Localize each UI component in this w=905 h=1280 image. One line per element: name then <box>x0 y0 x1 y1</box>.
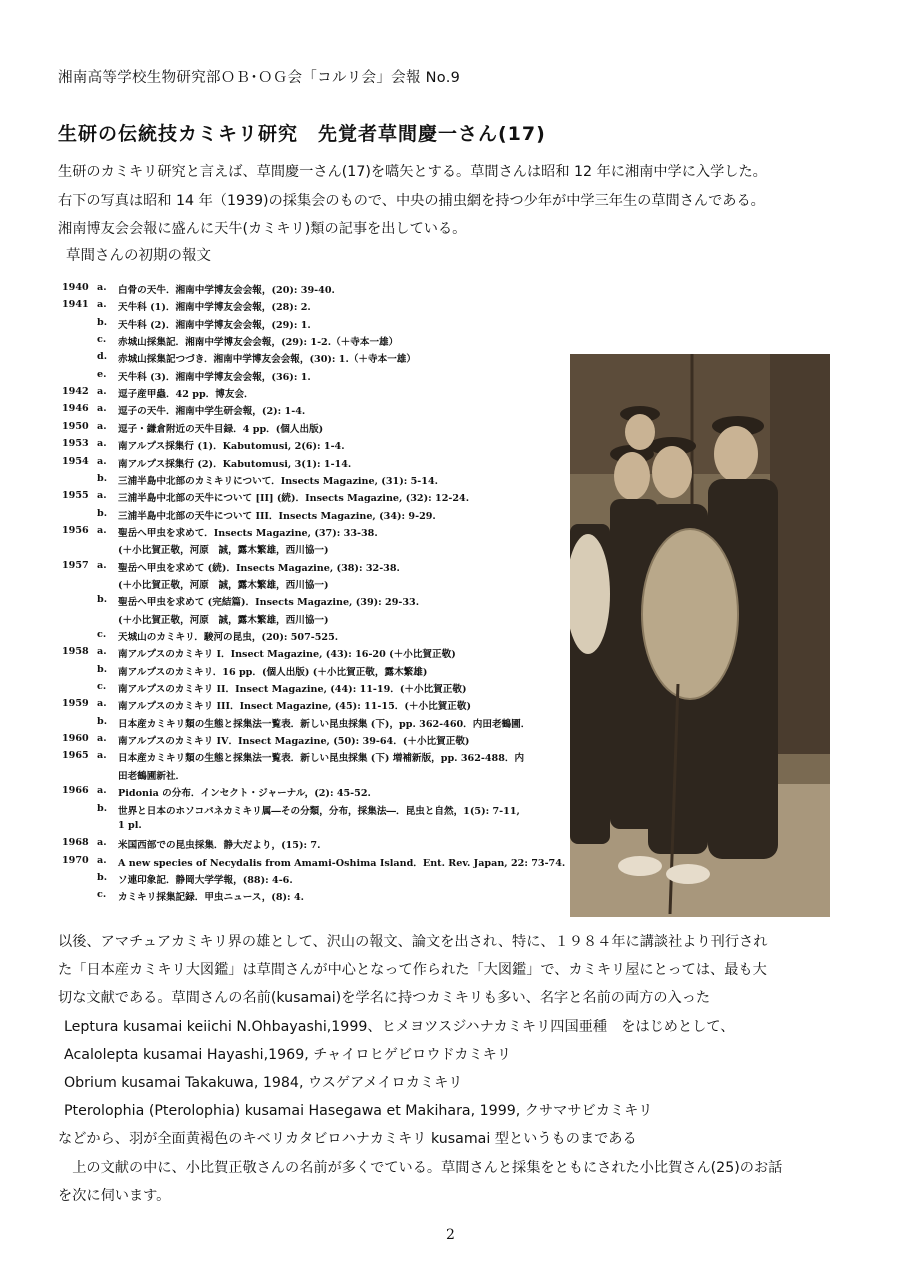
intro-line: 右下の写真は昭和 14 年（1939)の採集会のもので、中央の捕虫網を持つ少年が中学三年生の草間さんである。 <box>58 192 765 209</box>
bibliography-text: 逗子産甲蟲．42 pp．博友会． <box>118 389 254 401</box>
bibliography-text: A new species of Necydalis from Amami-Oshima Island．Ent. Rev. Japan, 22: 73-74. <box>118 857 566 869</box>
bibliography-text: カミキリ採集記録．甲虫ニュース，(8): 4. <box>118 892 304 904</box>
bibliography-letter: b. <box>97 472 108 484</box>
historical-photograph <box>570 354 830 917</box>
bibliography-text: 赤城山採集記．湘南中学博友会会報，(29): 1-2.（＋寺本一雄） <box>118 337 399 349</box>
bibliography-year: 1956 <box>62 524 89 536</box>
bibliography-letter: a. <box>97 854 107 866</box>
bibliography-year: 1958 <box>62 646 89 658</box>
bibliography-text: (＋小比賀正敬，河原 誠，露木繁雄，西川協一) <box>118 614 329 626</box>
bibliography-letter: a. <box>97 646 107 658</box>
bibliography-text: 天牛科 (3)．湘南中学博友会会報，(36): 1. <box>118 371 311 383</box>
bibliography-text: 南アルプスのカミキリ I．Insect Magazine, (43): 16-20 (＋小比賀正敬) <box>118 649 456 661</box>
bibliography-text: 逗子・鎌倉附近の天牛目録．4 pp．(個人出版) <box>118 423 324 435</box>
bibliography-text: 南アルプスのカミキリ IV．Insect Magazine, (50): 39-64．(＋小比賀正敬) <box>118 736 470 748</box>
bibliography-year: 1941 <box>62 299 89 311</box>
bibliography-text: 日本産カミキリ類の生態と採集法一覧表．新しい昆虫採集 (下) 増補新版，pp. 362-488．内 <box>118 753 525 765</box>
bibliography-letter: a. <box>97 403 107 415</box>
bibliography-year: 1970 <box>62 854 89 866</box>
bibliography-year: 1955 <box>62 490 89 502</box>
bibliography-text: 逗子の天牛．湘南中学生研会報，(2): 1-4. <box>118 406 306 418</box>
bibliography-text: 三浦半島中北部の天牛について [II] (続)．Insects Magazine, (32): 12-24. <box>118 493 470 505</box>
bibliography-letter: b. <box>97 802 108 814</box>
bibliography-text: 天城山のカミキリ．駿河の昆虫，(20): 507-525. <box>118 632 339 643</box>
bibliography-text: 聖岳へ甲虫を求めて．Insects Magazine, (37): 33-38. <box>118 527 378 539</box>
bibliography-letter: b. <box>97 594 108 606</box>
bibliography-letter: a. <box>97 750 107 762</box>
bibliography-year: 1950 <box>62 420 89 432</box>
bibliography-text: 天牛科 (1)．湘南中学博友会会報，(28): 2. <box>118 302 311 314</box>
bibliography-year: 1942 <box>62 386 89 398</box>
newsletter-header: 湘南高等学校生物研究部ＯＢ･ＯＧ会「コルリ会」会報 No.9 <box>58 70 461 86</box>
bibliography-text: 白骨の天牛．湘南中学博友会会報，(20): 39-40. <box>118 285 335 296</box>
bibliography-letter: a. <box>97 438 107 450</box>
bibliography-letter: a. <box>97 524 107 536</box>
bibliography-letter: e. <box>97 368 107 380</box>
bibliography-letter: c. <box>97 889 107 901</box>
bibliography-year: 1953 <box>62 438 89 450</box>
bibliography-year: 1966 <box>62 785 89 797</box>
intro-line: 湘南博友会会報に盛んに天牛(カミキリ)類の記事を出している。 <box>58 221 467 237</box>
bibliography-year: 1960 <box>62 733 89 745</box>
bibliography-letter: a. <box>97 490 107 502</box>
body-line: 上の文献の中に、小比賀正敬さんの名前が多くでている。草間さんと採集をともにされた小比賀さん(25)のお話 <box>58 1159 783 1176</box>
body-line: 切な文献である。草間さんの名前(kusamai)を学名に持つカミキリも多い、名字と名前の両方の入った <box>58 990 711 1007</box>
bibliography-letter: a. <box>97 785 107 797</box>
bibliography-letter: b. <box>97 316 108 328</box>
bibliography-text: 南アルプス採集行 (1)．Kabutomusi, 2(6): 1-4. <box>118 441 345 453</box>
bibliography-year: 1965 <box>62 750 89 762</box>
bibliography-text: 南アルプス採集行 (2)．Kabutomusi, 3(1): 1-14. <box>118 458 352 470</box>
bibliography-text: 南アルプスのカミキリ II．Insect Magazine, (44): 11-19．(＋小比賀正敬) <box>118 684 467 696</box>
body-line: た「日本産カミキリ大図鑑」は草間さんが中心となって作られた「大図鑑」で、カミキリ屋にとっては、最も大 <box>58 962 767 979</box>
bibliography-letter: b. <box>97 871 108 883</box>
intro-line: 生研のカミキリ研究と言えば、草間慶一さん(17)を嚆矢とする。草間さんは昭和 12 年に湘南中学に入学した。 <box>58 164 767 180</box>
bibliography-letter: b. <box>97 507 108 519</box>
bibliography-letter: a. <box>97 698 107 710</box>
bibliography-letter: a. <box>97 559 107 571</box>
bibliography-letter: a. <box>97 282 107 293</box>
bibliography-text: 聖岳へ甲虫を求めて (続)．Insects Magazine, (38): 32-38. <box>118 562 400 574</box>
body-line: 以後、アマチュアカミキリ界の雄として、沢山の報文、論文を出され、特に、１９８４年に講談社より刊行され <box>58 934 768 950</box>
bibliography-text: 天牛科 (2)．湘南中学博友会会報，(29): 1. <box>118 319 311 331</box>
bibliography-text: 田老鶴圃新社． <box>118 770 186 782</box>
intro-paragraph <box>58 158 858 244</box>
bibliography-text: 1 pl. <box>118 819 142 831</box>
bibliography-year: 1957 <box>62 559 89 571</box>
bibliography-letter: d. <box>97 351 108 363</box>
bibliography-text: 世界と日本のホソコバネカミキリ属―その分類，分布，採集法―．昆虫と自然，1(5): 7-11, <box>118 805 520 817</box>
body-line: を次に伺います。 <box>58 1187 171 1204</box>
bibliography-text: 南アルプスのカミキリ．16 pp．(個人出版) (＋小比賀正敬，露木繁雄) <box>118 666 428 678</box>
bibliography-text: (＋小比賀正敬，河原 誠，露木繁雄，西川協一) <box>118 545 329 557</box>
bibliography-text: 米国西部での昆虫採集．静大だより，(15): 7. <box>118 840 321 852</box>
bibliography-year: 1959 <box>62 698 89 710</box>
bibliography-text: 赤城山採集記つづき．湘南中学博友会会報，(30): 1.（＋寺本一雄） <box>118 354 416 366</box>
bibliography-text: ソ連印象記．静岡大学学報，(88): 4-6. <box>118 874 293 886</box>
bibliography-year: 1946 <box>62 403 89 415</box>
bibliography-letter: a. <box>97 837 107 849</box>
bibliography-text: 南アルプスのカミキリ III．Insect Magazine, (45): 11-15．(＋小比賀正敬) <box>118 701 471 713</box>
bibliography-letter: a. <box>97 386 107 398</box>
body-paragraph <box>58 928 858 1210</box>
species-line: Leptura kusamai keiichi N.Ohbayashi,1999、ヒメヨツスジハナカミキリ四国亜種 をはじめとして、 <box>64 1018 735 1035</box>
bibliography-text: 日本産カミキリ類の生態と採集法一覧表．新しい昆虫採集 (下)，pp. 362-460．内田老鶴圃． <box>118 718 531 730</box>
bibliography-heading: 草間さんの初期の報文 <box>66 248 211 264</box>
article-title: 生研の伝統技カミキリ研究 先覚者草間慶一さん(17) <box>58 123 546 145</box>
bibliography-text: Pidonia の分布．インセクト・ジャーナル，(2): 45-52. <box>118 788 371 800</box>
bibliography-letter: c. <box>97 629 107 640</box>
species-line: Acalolepta kusamai Hayashi,1969, チャイロヒゲビロウドカミキリ <box>64 1046 512 1063</box>
bibliography-letter: c. <box>97 681 107 693</box>
bibliography-text: (＋小比賀正敬，河原 誠，露木繁雄，西川協一) <box>118 579 329 591</box>
bibliography-year: 1940 <box>62 282 89 293</box>
bibliography-letter: a. <box>97 420 107 432</box>
bibliography-letter: b. <box>97 715 108 727</box>
body-line: などから、羽が全面黄褐色のキベリカタビロハナカミキリ kusamai 型というものまである <box>58 1131 637 1148</box>
bibliography-text: 三浦半島中北部のカミキリについて．Insects Magazine, (31): 5-14. <box>118 475 438 487</box>
bibliography-text: 三浦半島中北部の天牛について III．Insects Magazine, (34): 9-29. <box>118 510 436 522</box>
bibliography-letter: a. <box>97 733 107 745</box>
bibliography-letter: a. <box>97 299 107 311</box>
bibliography-text: 聖岳へ甲虫を求めて (完結篇)．Insects Magazine, (39): 29-33. <box>118 597 420 609</box>
species-line: Pterolophia (Pterolophia) kusamai Hasegawa et Makihara, 1999, クサマサビカミキリ <box>64 1103 653 1120</box>
bibliography-year: 1954 <box>62 455 89 467</box>
page-number: 2 <box>446 1227 455 1243</box>
bibliography-letter: c. <box>97 334 107 346</box>
bibliography-letter: a. <box>97 455 107 467</box>
photo-illustration <box>570 354 830 917</box>
bibliography-year: 1968 <box>62 837 89 849</box>
bibliography-letter: b. <box>97 663 108 675</box>
species-line: Obrium kusamai Takakuwa, 1984, ウスゲアメイロカミキリ <box>64 1075 463 1092</box>
